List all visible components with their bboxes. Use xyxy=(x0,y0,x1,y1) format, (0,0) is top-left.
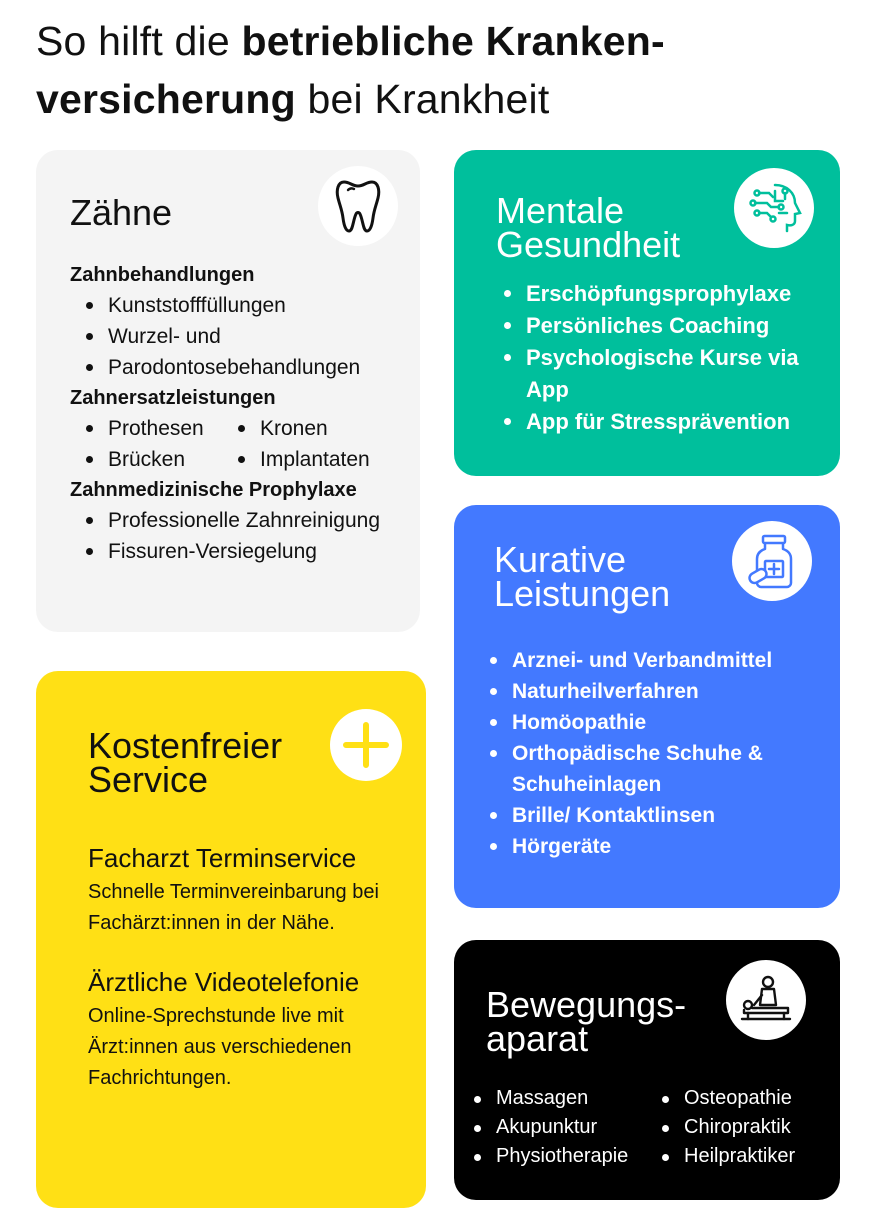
service-text: Online-Sprechstunde live mit Ärzt:innen aus verschiedenen Fachrichtungen. xyxy=(88,1005,352,1089)
card-teeth xyxy=(36,150,420,632)
list-item: Chiropraktik xyxy=(646,1113,826,1142)
brain-circuit-icon xyxy=(734,168,814,248)
section-heading: Zahnersatzleistungen xyxy=(70,387,276,409)
list-item: Akupunktur xyxy=(458,1113,646,1142)
card-title: Kostenfreier Service xyxy=(88,725,283,800)
card-curative-services xyxy=(454,505,840,908)
list-item: Kronen xyxy=(222,413,382,444)
section-heading: Zahnbehandlungen xyxy=(70,264,255,286)
plus-icon xyxy=(330,709,402,781)
list-item: Arznei- und Verbandmittel xyxy=(474,645,834,676)
list-item: Persönliches Coaching xyxy=(488,310,834,342)
service-heading: Facharzt Terminservice xyxy=(88,843,357,873)
list-item: Psychologische Kurse via App xyxy=(488,342,834,406)
list-item: Massagen xyxy=(458,1084,646,1113)
card-title: Bewegungs- aparat xyxy=(486,984,687,1059)
card-musculoskeletal xyxy=(454,940,840,1200)
card-mental-health xyxy=(454,150,840,476)
list-item: Wurzel- und xyxy=(70,321,415,352)
list-item: Fissuren-Versiegelung xyxy=(70,536,415,567)
section-heading: Zahnmedizinische Prophylaxe xyxy=(70,479,357,501)
list-item: Prothesen xyxy=(70,413,222,444)
list-item: App für Stressprävention xyxy=(488,406,834,438)
list-item: Brücken xyxy=(70,444,222,475)
card-title: Mentale Gesundheit xyxy=(496,190,681,265)
massage-therapy-icon xyxy=(726,960,806,1040)
list-item: Homöopathie xyxy=(474,707,834,738)
list-item: Heilpraktiker xyxy=(646,1142,826,1171)
card-title: Zähne xyxy=(70,192,173,233)
medicine-bottle-icon xyxy=(732,521,812,601)
list-item: Professionelle Zahnreinigung xyxy=(70,505,415,536)
list-item: Brille/ Kontaktlinsen xyxy=(474,800,834,831)
list-item: Physiotherapie xyxy=(458,1142,646,1171)
tooth-icon xyxy=(318,166,398,246)
list-item: Naturheilverfahren xyxy=(474,676,834,707)
list-item: Erschöpfungsprophylaxe xyxy=(488,278,834,310)
card-title: Kurative Leistungen xyxy=(494,539,671,614)
card-free-service xyxy=(36,671,426,1208)
page-title: So hilft die betriebliche Kranken-versicherung bei Krankheit xyxy=(36,18,665,122)
list-item: Hörgeräte xyxy=(474,831,834,862)
service-text: Schnelle Terminvereinbarung bei Fachärzt:innen in der Nähe. xyxy=(88,881,379,934)
list-item: Implantaten xyxy=(222,444,382,475)
service-heading: Ärztliche Videotelefonie xyxy=(88,967,360,997)
list-item: Kunststofffüllungen xyxy=(70,290,415,321)
list-item: Osteopathie xyxy=(646,1084,826,1113)
list-item: Parodontosebehandlungen xyxy=(70,352,415,383)
list-item: Orthopädische Schuhe & Schuheinlagen xyxy=(474,738,834,800)
